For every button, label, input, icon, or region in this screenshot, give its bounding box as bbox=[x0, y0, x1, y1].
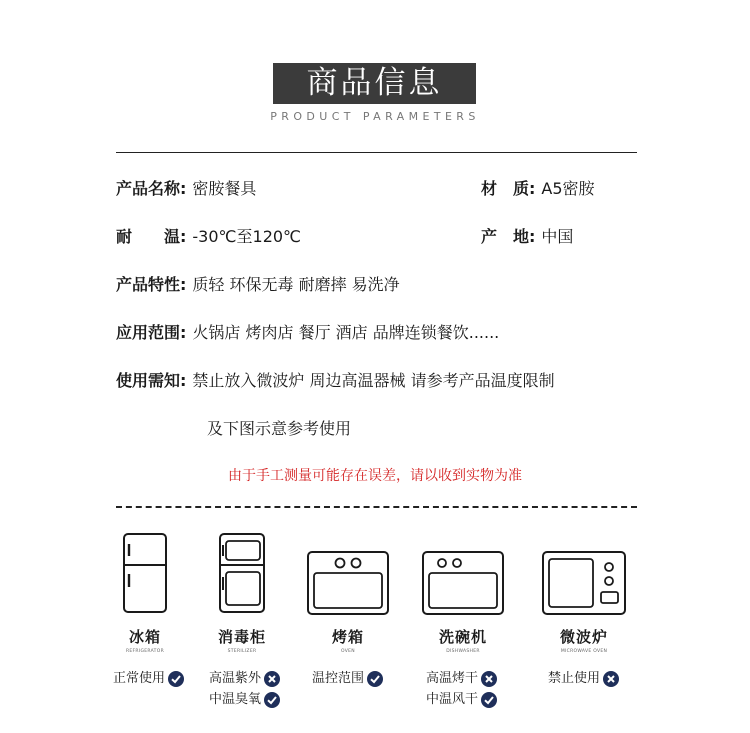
oven-icon bbox=[305, 532, 391, 616]
appliance-fridge-en: REFRIGERATOR bbox=[125, 649, 165, 654]
spec-temp-label: 耐 温: bbox=[116, 227, 187, 246]
appliance-microwave-en: MICROWAVE OVEN bbox=[560, 649, 608, 654]
status-microwave bbox=[548, 669, 619, 689]
spec-usage-line2 bbox=[207, 419, 351, 439]
microwave-icon bbox=[540, 532, 628, 616]
appliance-fridge bbox=[100, 532, 190, 654]
appliance-oven bbox=[303, 532, 393, 654]
spec-name-row bbox=[116, 179, 256, 199]
status-oven-text: 温控范围 bbox=[312, 671, 365, 686]
spec-usage-row bbox=[116, 371, 555, 391]
appliance-dishwasher-en: DISHWASHER bbox=[446, 649, 480, 654]
dishwasher-icon bbox=[420, 532, 506, 616]
status-sterilizer-high bbox=[209, 669, 280, 689]
cross-icon bbox=[264, 671, 280, 687]
appliance-sterilizer-en: STERILIZER bbox=[227, 649, 257, 654]
check-icon bbox=[367, 671, 383, 687]
spec-features-value: 质轻 环保无毒 耐磨摔 易洗净 bbox=[192, 275, 400, 294]
status-sterilizer-mid bbox=[209, 690, 280, 710]
spec-scope-label: 应用范围: bbox=[116, 323, 187, 342]
spec-features-label: 产品特性: bbox=[116, 275, 187, 294]
appliance-sterilizer bbox=[197, 532, 287, 654]
spec-origin-row bbox=[481, 227, 573, 247]
spec-usage-value-2: 及下图示意参考使用 bbox=[207, 419, 352, 438]
status-sterilizer-high-text: 高温紫外 bbox=[209, 671, 262, 686]
cross-icon bbox=[603, 671, 619, 687]
check-icon bbox=[481, 692, 497, 708]
spec-usage-value: 禁止放入微波炉 周边高温器械 请参考产品温度限制 bbox=[192, 371, 555, 390]
spec-material-value: A5密胺 bbox=[541, 179, 595, 198]
status-sterilizer-mid-text: 中温臭氧 bbox=[209, 692, 262, 707]
status-fridge bbox=[113, 669, 184, 689]
spec-name-label: 产品名称: bbox=[116, 179, 187, 198]
appliance-oven-name: 烤箱 bbox=[331, 628, 364, 646]
spec-material-label: 材 质: bbox=[481, 179, 536, 198]
spec-scope-row bbox=[116, 323, 499, 343]
status-fridge-text: 正常使用 bbox=[113, 671, 166, 686]
status-dishwasher-mid bbox=[426, 690, 497, 710]
check-icon bbox=[264, 692, 280, 708]
cross-icon bbox=[481, 671, 497, 687]
appliance-microwave-name: 微波炉 bbox=[559, 628, 608, 646]
appliance-dishwasher-name: 洗碗机 bbox=[438, 628, 487, 646]
spec-features-row bbox=[116, 275, 400, 295]
appliance-dishwasher bbox=[418, 532, 508, 654]
appliance-microwave bbox=[538, 532, 630, 654]
check-icon bbox=[168, 671, 184, 687]
appliance-sterilizer-name: 消毒柜 bbox=[217, 628, 266, 646]
spec-origin-label: 产 地: bbox=[481, 227, 536, 246]
status-dishwasher-high bbox=[426, 669, 497, 689]
divider-dashed bbox=[116, 506, 637, 508]
status-dishwasher-high-text: 高温烤干 bbox=[426, 671, 479, 686]
appliance-oven-en: OVEN bbox=[341, 649, 355, 654]
divider-top bbox=[116, 152, 637, 153]
spec-name-value: 密胺餐具 bbox=[192, 179, 257, 198]
measurement-note: 由于手工测量可能存在误差，请以收到实物为准 bbox=[228, 468, 522, 484]
page-subtitle: PRODUCT PARAMETERS bbox=[270, 110, 480, 123]
spec-material-row bbox=[481, 179, 595, 199]
spec-scope-value: 火锅店 烤肉店 餐厅 酒店 品牌连锁餐饮...... bbox=[192, 323, 500, 342]
sterilizer-icon bbox=[218, 532, 266, 616]
spec-origin-value: 中国 bbox=[541, 227, 574, 246]
status-dishwasher-mid-text: 中温风干 bbox=[426, 692, 479, 707]
spec-usage-label: 使用需知: bbox=[116, 371, 187, 390]
spec-temp-value: -30℃至120℃ bbox=[192, 227, 302, 246]
status-microwave-text: 禁止使用 bbox=[548, 671, 601, 686]
page-title: 商品信息 bbox=[273, 63, 476, 104]
status-oven bbox=[312, 669, 383, 689]
spec-temp-row bbox=[116, 227, 301, 247]
refrigerator-icon bbox=[122, 532, 168, 616]
appliance-fridge-name: 冰箱 bbox=[128, 628, 161, 646]
